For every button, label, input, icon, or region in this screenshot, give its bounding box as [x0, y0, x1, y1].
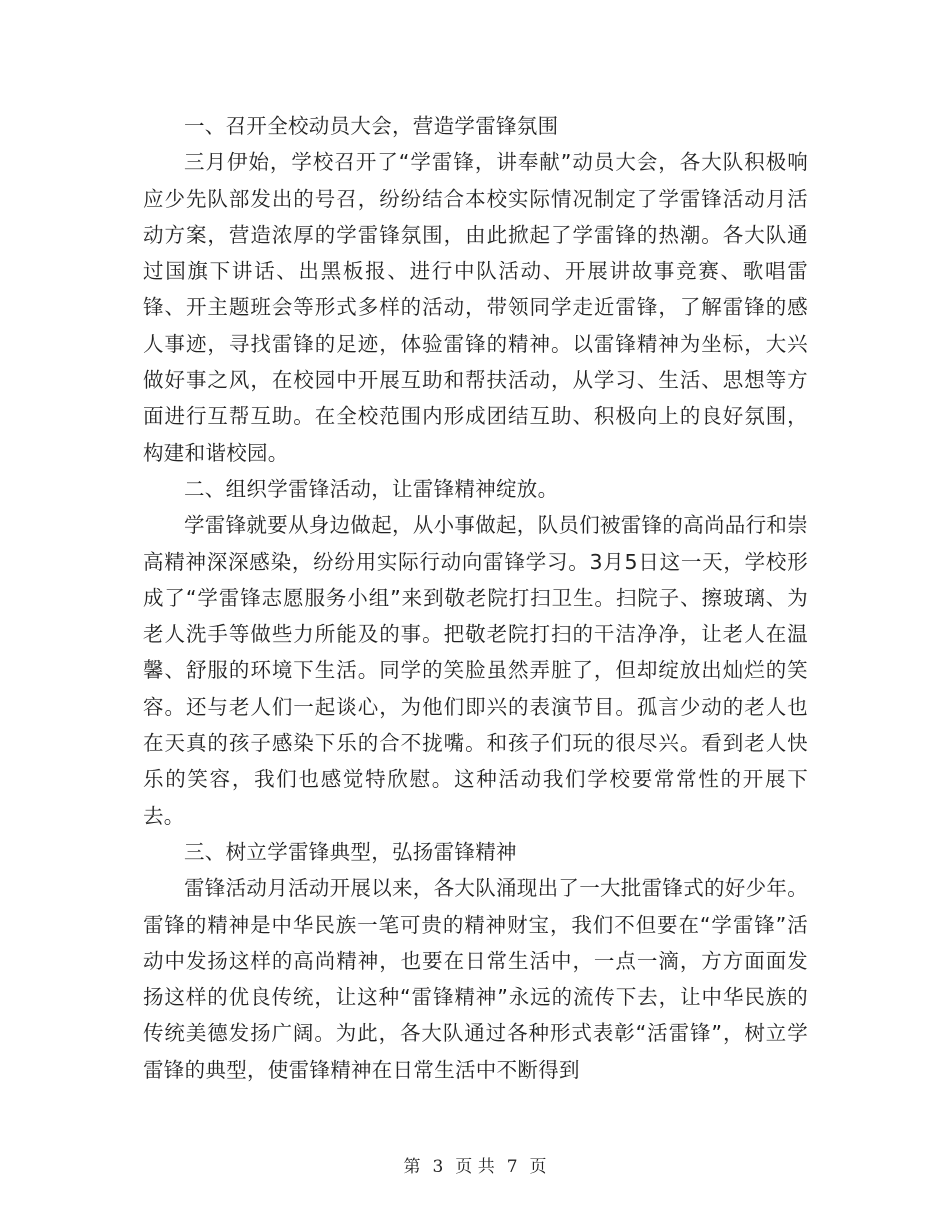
body-paragraph-1: 三月伊始，学校召开了“学雷锋，讲奉献”动员大会，各大队积极响应少先队部发出的号召，纷纷结合本校实际情况制定了学雷锋活动月活动方案，营造浓厚的学雷锋氛围，由此掀起了学雷锋的热潮。各大队通过国旗下讲话、出黑板报、进行中队活动、开展讲故事竞赛、歌唱雷锋、开主题班会等形式多样的活动，带领同学走近雷锋，了解雷锋的感人事迹，寻找雷锋的足迹，体验雷锋的精神。以雷锋精神为坐标，大兴做好事之风，在校园中开展互助和帮扶活动，从学习、生活、思想等方面进行互帮互助。在全校范围内形成团结互助、积极向上的良好氛围，构建和谐校园。 [143, 150, 808, 465]
page-number: 3 [432, 1157, 444, 1177]
page-total: 7 [506, 1157, 518, 1177]
section-heading-3: 三、树立学雷锋典型，弘扬雷锋精神 [184, 839, 517, 864]
document-body [143, 108, 808, 1088]
page-prefix: 第 [403, 1157, 421, 1177]
body-paragraph-2: 学雷锋就要从身边做起，从小事做起，队员们被雷锋的高尚品行和崇高精神深深感染，纷纷用实际行动向雷锋学习。3月5日这一天，学校形成了“学雷锋志愿服务小组”来到敬老院打扫卫生。扫院子、擦玻璃、为老人洗手等做些力所能及的事。把敬老院打扫的干洁净净，让老人在温馨、舒服的环境下生活。同学的笑脸虽然弄脏了，但却绽放出灿烂的笑容。还与老人们一起谈心，为他们即兴的表演节目。孤言少动的老人也在天真的孩子感染下乐的合不拢嘴。和孩子们玩的很尽兴。看到老人快乐的笑容，我们也感觉特欣慰。这种活动我们学校要常常性的开展下去。 [143, 513, 808, 828]
body-paragraph-3: 雷锋活动月活动开展以来，各大队涌现出了一大批雷锋式的好少年。雷锋的精神是中华民族一笔可贵的精神财宝，我们不但要在“学雷锋”活动中发扬这样的高尚精神，也要在日常生活中，一点一滴，方方面面发扬这样的优良传统，让这种“雷锋精神”永远的流传下去，让中华民族的传统美德发扬广阔。为此，各大队通过各种形式表彰“活雷锋”，树立学雷锋的典型，使雷锋精神在日常生活中不断得到 [143, 876, 808, 1082]
section-heading-2: 二、组织学雷锋活动，让雷锋精神绽放。 [184, 476, 559, 501]
page-footer [0, 1152, 950, 1177]
section-heading-1: 一、召开全校动员大会，营造学雷锋氛围 [184, 114, 559, 138]
page-suffix: 页 [529, 1157, 547, 1177]
page-mid: 页 共 [455, 1157, 495, 1177]
